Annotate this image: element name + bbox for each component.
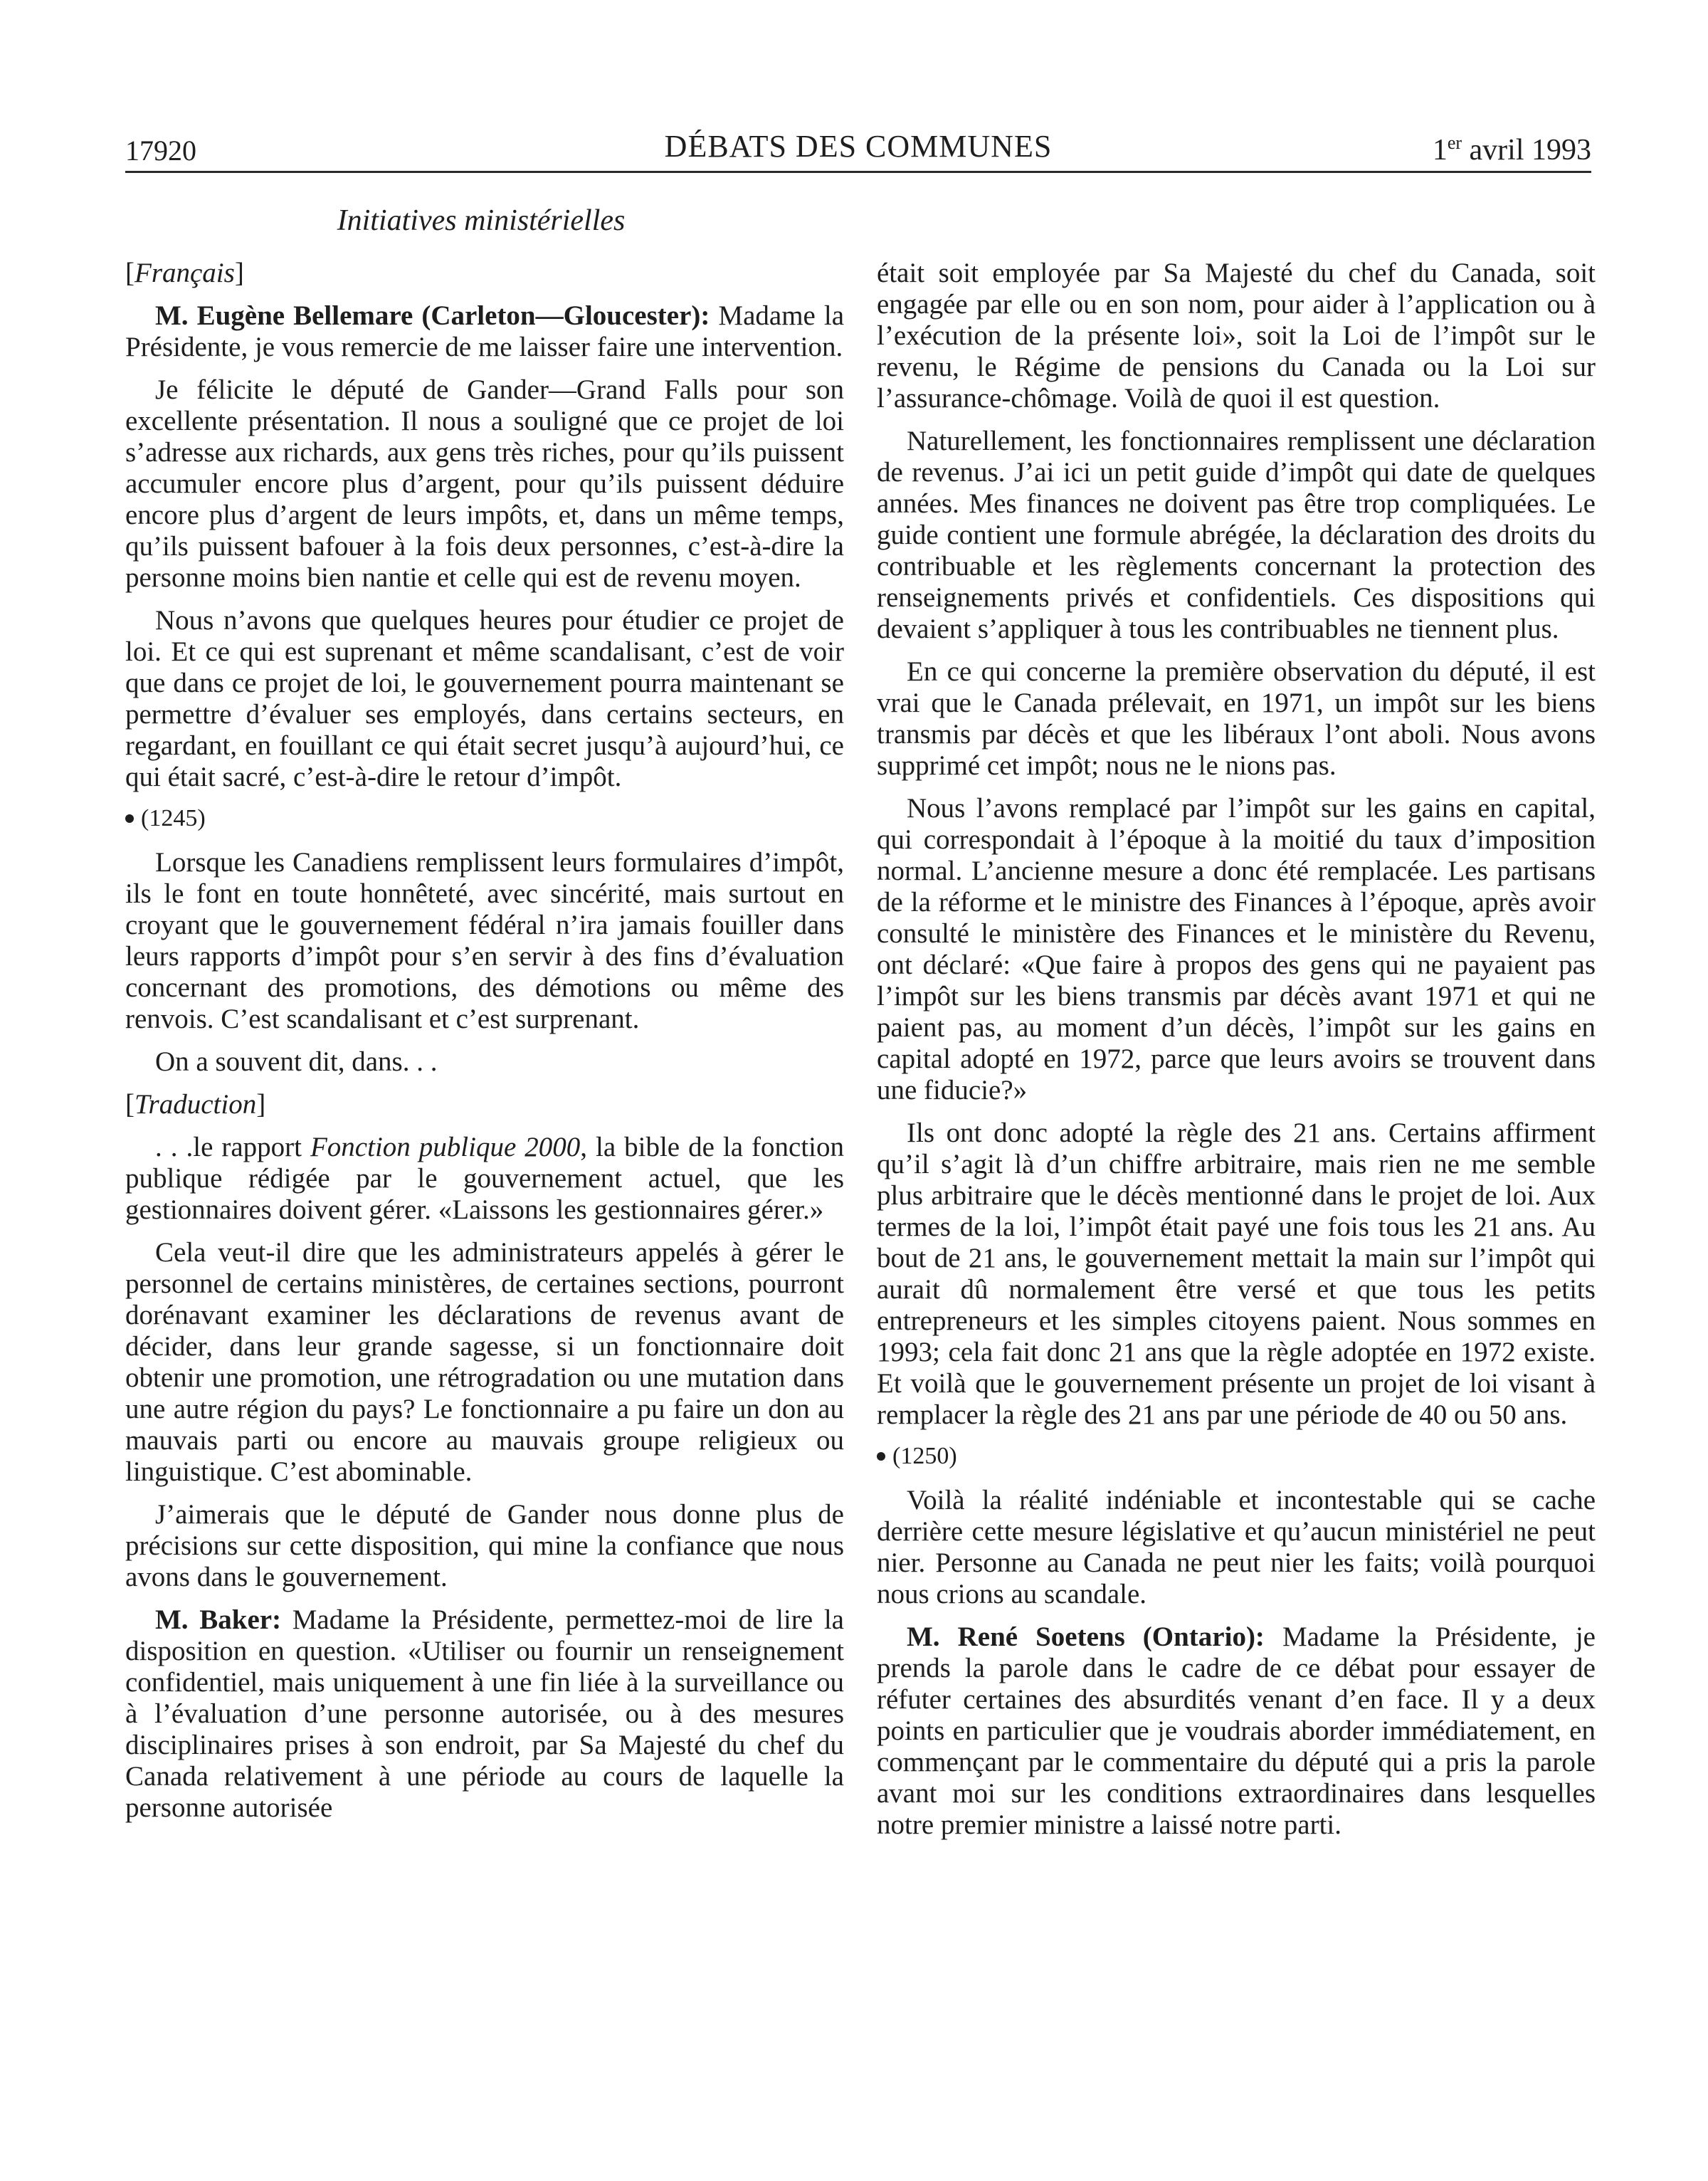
paragraph: Nous n’avons que quelques heures pour étudier ce projet de loi. Et ce qui est suprenant et même scandalisant, c’est de voir que dans ce projet de loi, le gouvernement pourra maintenant se permettre d’évaluer ses employés, dans certains secteurs, en regardant, en fouillant ce qui était secret jusqu’à aujourd’hui, ce qui était sacré, c’est-à-dire le retour d’impôt. [125, 605, 844, 792]
journal-title: DÉBATS DES COMMUNES [664, 129, 1053, 164]
paragraph-continued: était soit employée par Sa Majesté du chef du Canada, soit engagée par elle ou en son nom, pour aider à l’application ou à l’exécution de la présente loi», soit la Loi de l’impôt sur le revenu, le Régime de pensions du Canada ou la Loi sur l’assurance-chômage. Voilà de quoi il est question. [877, 258, 1596, 414]
paragraph: On a souvent dit, dans. . . [155, 1046, 438, 1077]
paragraph-text: . . .le rapport [155, 1132, 310, 1162]
paragraph: Cela veut-il dire que les administrateurs appelés à gérer le personnel de certains ministères, de certaines sections, pourront dorénavant examiner les déclarations de revenus avant de décider, dans leur grande sagesse, si un fonctionnaire doit obtenir une promotion, une rétrogradation ou une mutation dans une autre région du pays? Le fonctionnaire a pu faire un don au mauvais parti ou encore au mauvais groupe religieux ou linguistique. C’est abominable. [125, 1237, 844, 1487]
header-rule [125, 171, 1591, 173]
speaker-baker: M. Baker: [155, 1604, 282, 1635]
issue-date-rest: avril 1993 [1462, 134, 1591, 167]
paragraph: Lorsque les Canadiens remplissent leurs formulaires d’impôt, ils le font en toute honnêteté, avec sincérité, mais surtout en croyant que le gouvernement fédéral n’ira jamais fouiller dans leurs rapports d’impôt pour s’en servir à des fins d’évaluation concernant des promotions, des démotions ou même des renvois. C’est scandalisant et c’est surprenant. [125, 847, 844, 1034]
time-marker [125, 804, 844, 833]
speaker-bellemare: M. Eugène Bellemare (Carleton—Gloucester): [155, 300, 710, 331]
section-label: Initiatives ministérielles [337, 204, 626, 237]
paragraph-text: Madame la Présidente, je prends la parole dans le cadre de ce débat pour essayer de réfuter certaines des absurdités venant d’en face. Il y a deux points en particulier que je voudrais aborder immédiatement, en commençant par le commentaire du député qui a pris la parole avant moi sur les conditions extraordinaires dans lesquelles notre premier ministre a laissé notre parti. [877, 1622, 1596, 1840]
issue-date [1433, 132, 1591, 167]
report-title: Fonction publique 2000 [310, 1132, 581, 1162]
language-tag-translation-text: Traduction [135, 1089, 257, 1120]
paragraph-bellemare-intro [125, 300, 844, 363]
language-tag-french-text: Français [135, 258, 235, 288]
language-tag-french: [Français] [125, 258, 244, 288]
paragraph-text: , la bible de la fonction publique rédigée par le gouvernement actuel, que les gestionnaires doivent gérer. «Laissons les gestionnaires gérer.» [125, 1132, 844, 1225]
right-column [877, 258, 1596, 1852]
paragraph: J’aimerais que le député de Gander nous donne plus de précisions sur cette disposition, qui mine la confiance que nous avons dans le gouvernement. [125, 1499, 844, 1592]
paragraph-baker [125, 1604, 844, 1824]
paragraph: Je félicite le député de Gander—Grand Falls pour son excellente présentation. Il nous a souligné que ce projet de loi s’adresse aux richards, aux gens très riches, pour qu’ils puissent accumuler encore plus d’argent, pour qu’ils puissent déduire encore plus d’argent de leurs impôts, et, dans un même temps, qu’ils puissent bafouer à la fois deux personnes, c’est-à-dire la personne moins bien nantie et celle qui est de revenu moyen. [125, 374, 844, 593]
page-number: 17920 [125, 135, 196, 167]
paragraph: En ce qui concerne la première observation du député, il est vrai que le Canada prélevait, en 1971, un impôt sur les biens transmis par décès et que les libéraux l’ont aboli. Nous avons supprimé cet impôt; nous ne le nions pas. [877, 656, 1596, 781]
bullet-icon [877, 1452, 885, 1461]
time-marker-text: (1250) [892, 1443, 957, 1469]
time-marker-text: (1245) [141, 805, 206, 831]
paragraph-text: Madame la Présidente, permettez-moi de lire la disposition en question. «Utiliser ou fournir un renseignement confidentiel, mais uniquement à une fin liée à la surveillance ou à l’évaluation d’une personne autorisée, ou à des mesures disciplinaires prises à son endroit, par Sa Majesté du chef du Canada relativement à une période au cours de laquelle la personne autorisée [125, 1604, 844, 1823]
paragraph: Ils ont donc adopté la règle des 21 ans. Certains affirment qu’il s’agit là d’un chiffre arbitraire, mais rien ne me semble plus arbitraire que le décès mentionné dans le projet de loi. Aux termes de la loi, l’impôt était payé une fois tous les 21 ans. Au bout de 21 ans, le gouvernement mettait la main sur l’impôt qui aurait dû normalement être versé et que tous les petits entrepreneurs et les simples citoyens paient. Nous sommes en 1993; cela fait donc 21 ans que la règle adoptée en 1972 existe. Et voilà que le gouvernement présente un projet de loi visant à remplacer la règle des 21 ans par une période de 40 ou 50 ans. [877, 1118, 1596, 1430]
paragraph: Nous l’avons remplacé par l’impôt sur les gains en capital, qui correspondait à l’époque à la moitié du taux d’imposition normal. L’ancienne mesure a donc été remplacée. Les partisans de la réforme et le ministre des Finances à l’époque, après avoir consulté le ministère des Finances et le ministère du Revenu, ont déclaré: «Que faire à propos des gens qui ne payaient pas l’impôt sur les biens transmis par décès avant 1971 et qui ne paient pas, au moment d’un décès, l’impôt sur les gains en capital adopté en 1972, parce que leurs avoirs se trouvent dans une fiducie?» [877, 793, 1596, 1105]
bullet-icon [125, 814, 134, 823]
issue-date-day: 1 [1432, 134, 1448, 167]
paragraph: Voilà la réalité indéniable et incontestable qui se cache derrière cette mesure législative et qu’aucun ministériel ne peut nier. Personne au Canada ne peut nier les faits; voilà pourquoi nous crions au scandale. [877, 1485, 1596, 1609]
issue-date-ordinal: er [1447, 132, 1462, 153]
speaker-soetens: M. René Soetens (Ontario): [907, 1622, 1265, 1652]
paragraph-text: Madame la Présidente, je vous remercie de me laisser faire une intervention. [125, 300, 845, 362]
running-head [125, 125, 1591, 171]
paragraph-report-quote [125, 1132, 844, 1226]
left-column [125, 258, 844, 1835]
language-tag-translation: [Traduction] [125, 1089, 266, 1120]
paragraph-soetens [877, 1622, 1596, 1841]
time-marker [877, 1442, 1596, 1471]
paragraph: Naturellement, les fonctionnaires remplissent une déclaration de revenus. J’ai ici un petit guide d’impôt qui date de quelques années. Mes finances ne doivent pas être trop compliquées. Le guide contient une formule abrégée, la déclaration des droits du contribuable et les règlements concernant la protection des renseignements privés et confidentiels. Ces dispositions qui devaient s’appliquer à tous les contribuables ne tiennent plus. [877, 426, 1596, 644]
